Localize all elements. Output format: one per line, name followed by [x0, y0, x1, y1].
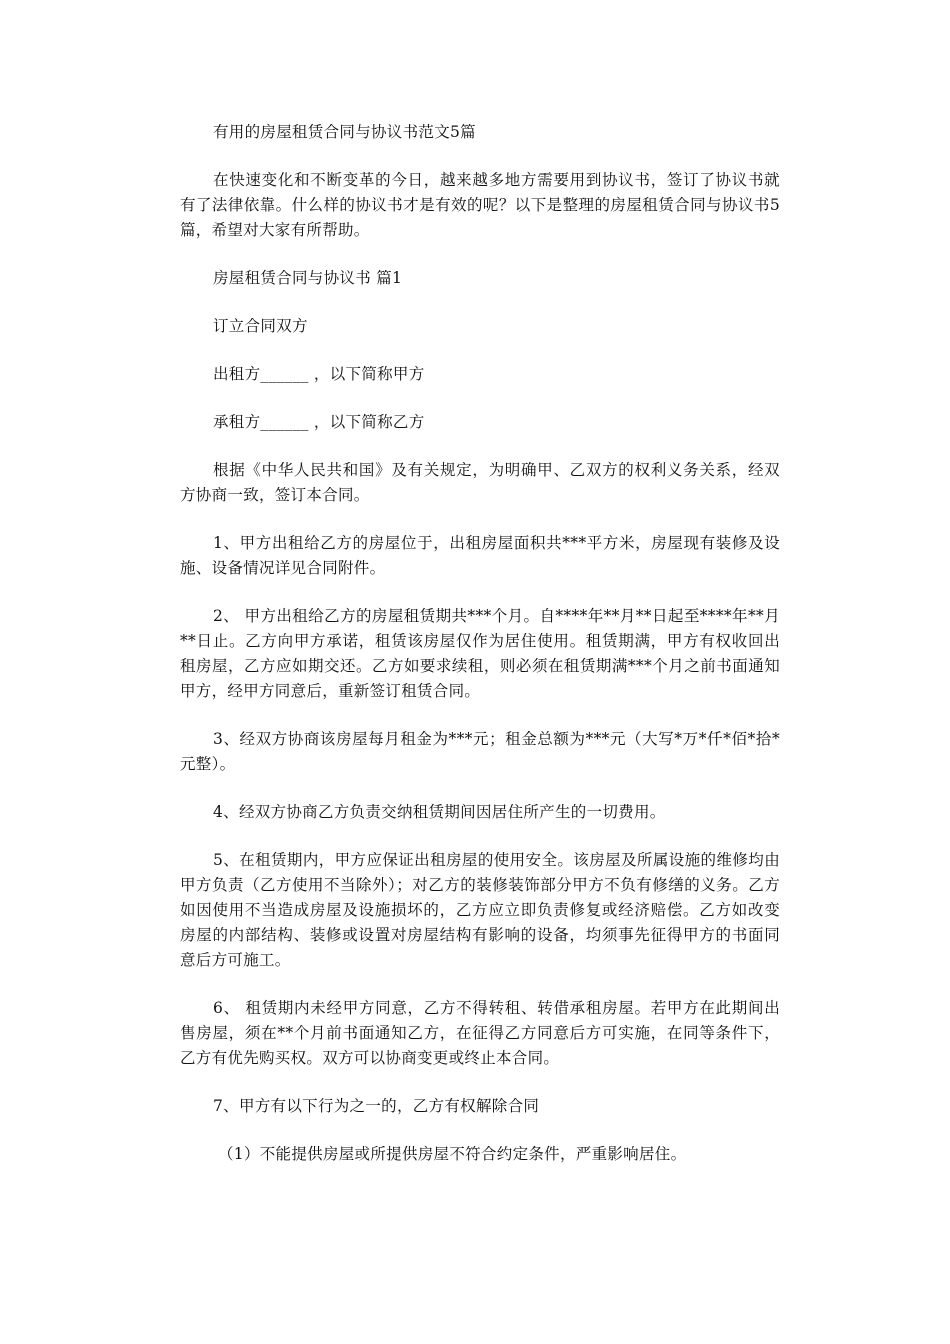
clause-5: 5、在租赁期内，甲方应保证出租房屋的使用安全。该房屋及所属设施的维修均由甲方负责（乙方使用不当除外）；对乙方的装修装饰部分甲方不负有修缮的义务。乙方如因使用不当造成房屋及设施损坏的，乙方应立即负责修复或经济赔偿。乙方如改变房屋的内部结构、装修或设置对房屋结构有影响的设备，均须事先征得甲方的书面同意后方可施工。	[180, 851, 780, 969]
intro-paragraph: 在快速变化和不断变革的今日，越来越多地方需要用到协议书，签订了协议书就有了法律依靠。什么样的协议书才是有效的呢？以下是整理的房屋租赁合同与协议书5篇，希望对大家有所帮助。	[180, 171, 780, 239]
clause-4: 4、经双方协商乙方负责交纳租赁期间因居住所产生的一切费用。	[213, 803, 666, 821]
clause-1: 1、甲方出租给乙方的房屋位于，出租房屋面积共***平方米，房屋现有装修及设施、设备情况详见合同附件。	[180, 534, 780, 577]
document-page	[180, 120, 780, 1190]
sub-clause-1: （1）不能提供房屋或所提供房屋不符合约定条件，严重影响居住。	[218, 1145, 687, 1163]
lessor-line: 出租方______ ，以下简称甲方	[213, 365, 425, 383]
clause-6: 6、 租赁期内未经甲方同意，乙方不得转租、转借承租房屋。若甲方在此期间出售房屋，须在**个月前书面通知乙方，在征得乙方同意后方可实施，在同等条件下，乙方有优先购买权。双方可以协商变更或终止本合同。	[180, 999, 780, 1067]
parties-heading: 订立合同双方	[213, 317, 308, 335]
clause-7: 7、甲方有以下行为之一的，乙方有权解除合同	[213, 1097, 540, 1115]
document-title: 有用的房屋租赁合同与协议书范文5篇	[213, 123, 476, 141]
lessee-line: 承租方______ ，以下简称乙方	[213, 413, 425, 431]
preamble-paragraph: 根据《中华人民共和国》及有关规定，为明确甲、乙双方的权利义务关系，经双方协商一致，签订本合同。	[180, 461, 780, 504]
clause-3: 3、经双方协商该房屋每月租金为***元；租金总额为***元（大写*万*仟*佰*拾*元整）。	[180, 730, 780, 773]
section-title: 房屋租赁合同与协议书 篇1	[213, 269, 403, 287]
clause-2: 2、 甲方出租给乙方的房屋租赁期共***个月。自****年**月**日起至****年**月**日止。乙方向甲方承诺，租赁该房屋仅作为居住使用。租赁期满，甲方有权收回出租房屋，乙方应如期交还。乙方如要求续租，则必须在租赁期满***个月之前书面通知甲方，经甲方同意后，重新签订租赁合同。	[180, 607, 780, 700]
